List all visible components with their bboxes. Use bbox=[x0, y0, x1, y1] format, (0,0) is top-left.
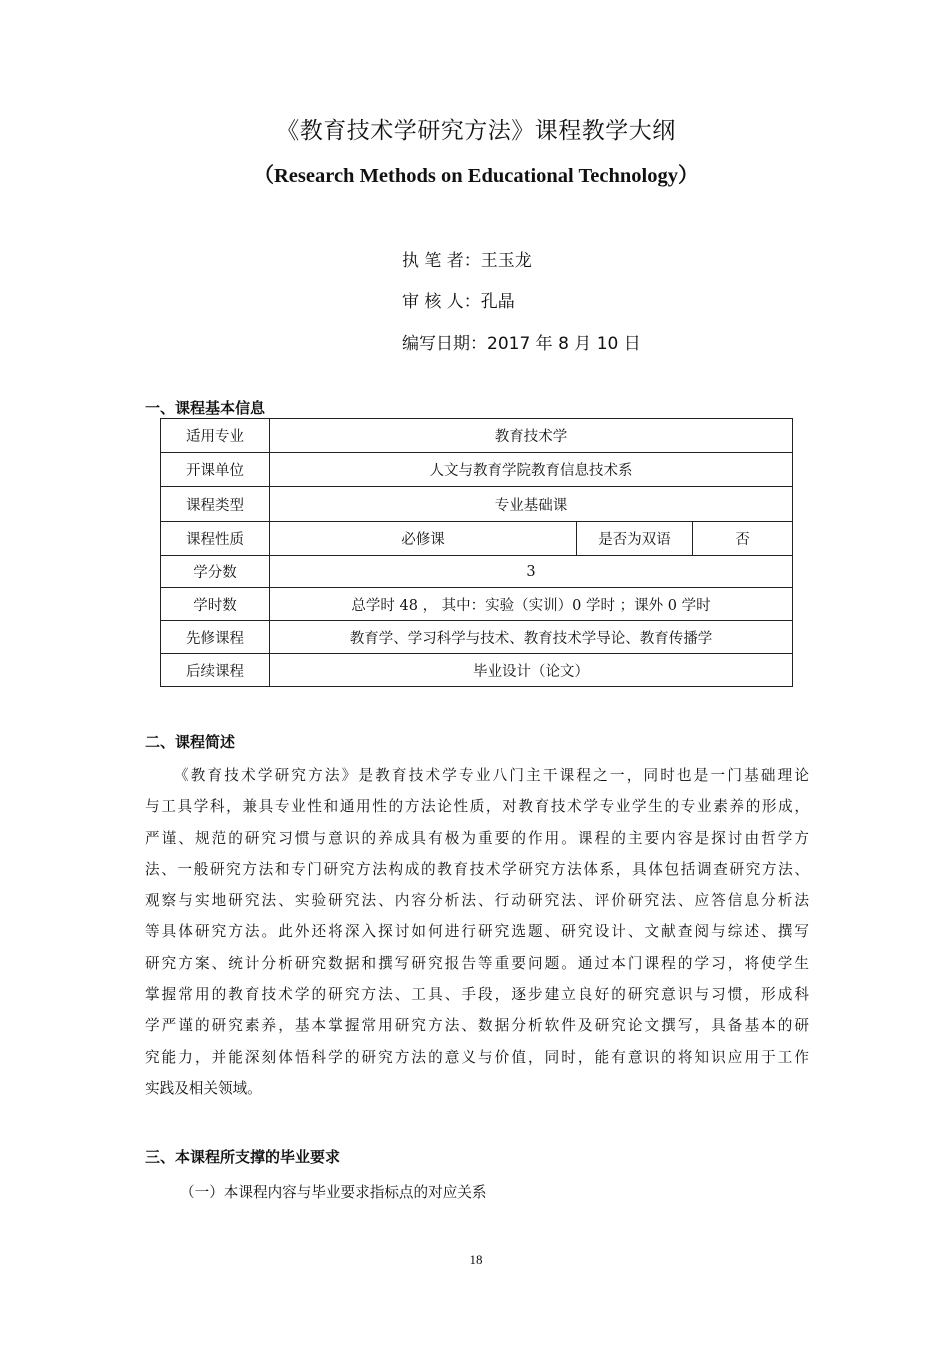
row-label: 开课单位 bbox=[161, 453, 270, 487]
row-value: 教育技术学 bbox=[270, 419, 793, 453]
row-value: 必修课 bbox=[270, 522, 577, 556]
date-line: 编写日期：2017 年 8 月 10 日 bbox=[402, 334, 641, 354]
paragraph-line: 等具体研究方法。此外还将深入探讨如何进行研究选题、研究设计、文献查阅与综述、撰写 bbox=[145, 923, 809, 941]
document-title: 《教育技术学研究方法》课程教学大纲 bbox=[276, 118, 676, 144]
paragraph-line: 《教育技术学研究方法》是教育技术学专业八门主干课程之一，同时也是一门基础理论 bbox=[174, 767, 809, 784]
paragraph-line: 法、一般研究方法和专门研究方法构成的教育技术学研究方法体系，具体包括调查研究方法、 bbox=[145, 860, 809, 878]
row-label: 学分数 bbox=[161, 556, 270, 588]
bilingual-label: 是否为双语 bbox=[577, 522, 693, 556]
table-row bbox=[161, 453, 793, 487]
page-number: 18 bbox=[469, 1252, 483, 1267]
table-row bbox=[161, 621, 793, 654]
course-info-table bbox=[160, 418, 793, 687]
reviewer-line: 审 核 人：孔晶 bbox=[402, 292, 515, 312]
row-value: 毕业设计（论文） bbox=[270, 654, 793, 687]
row-value: 人文与教育学院教育信息技术系 bbox=[270, 453, 793, 487]
paragraph-line: 与工具学科，兼具专业性和通用性的方法论性质，对教育技术学专业学生的专业素养的形成， bbox=[145, 798, 809, 816]
row-label: 适用专业 bbox=[161, 419, 270, 453]
paragraph-line: 研究方案、统计分析研究数据和撰写研究报告等重要问题。通过本门课程的学习，将使学生 bbox=[145, 954, 809, 972]
table-row bbox=[161, 588, 793, 621]
table-row bbox=[161, 556, 793, 588]
table-row bbox=[161, 487, 793, 522]
bilingual-value: 否 bbox=[693, 522, 793, 556]
row-label: 课程性质 bbox=[161, 522, 270, 556]
table-row bbox=[161, 522, 793, 556]
row-value: 总学时 48 ， 其中：实验（实训）0 学时 ；课外 0 学时 bbox=[270, 588, 793, 621]
section-2-heading: 二、课程简述 bbox=[145, 733, 236, 751]
row-value: 教育学、学习科学与技术、教育技术学导论、教育传播学 bbox=[270, 621, 793, 654]
paragraph-line: 严谨、规范的研究习惯与意识的养成具有极为重要的作用。课程的主要内容是探讨由哲学方 bbox=[145, 829, 809, 847]
paragraph-line: 观察与实地研究法、实验研究法、内容分析法、行动研究法、评价研究法、应答信息分析法 bbox=[145, 892, 809, 910]
row-value: 专业基础课 bbox=[270, 487, 793, 522]
row-label: 后续课程 bbox=[161, 654, 270, 687]
row-label: 课程类型 bbox=[161, 487, 270, 522]
table-row bbox=[161, 419, 793, 453]
table-row bbox=[161, 654, 793, 687]
paragraph-line: 掌握常用的教育技术学的研究方法、工具、手段，逐步建立良好的研究意识与习惯，形成科 bbox=[145, 986, 809, 1004]
row-value: 3 bbox=[270, 556, 793, 588]
row-label: 学时数 bbox=[161, 588, 270, 621]
section-1-heading: 一、课程基本信息 bbox=[145, 399, 266, 417]
paragraph-line: 学严谨的研究素养，基本掌握常用研究方法、数据分析软件及研究论文撰写，具备基本的研 bbox=[145, 1017, 809, 1035]
course-description bbox=[145, 760, 809, 1104]
paragraph-line: 究能力，并能深刻体悟科学的研究方法的意义与价值，同时，能有意识的将知识应用于工作 bbox=[145, 1048, 809, 1066]
paragraph-line: 实践及相关领域。 bbox=[145, 1079, 262, 1097]
row-label: 先修课程 bbox=[161, 621, 270, 654]
section-3-heading: 三、本课程所支撑的毕业要求 bbox=[145, 1148, 341, 1166]
subsection-heading: （一）本课程内容与毕业要求指标点的对应关系 bbox=[180, 1184, 487, 1201]
document-subtitle: （Research Methods on Educational Technology） bbox=[253, 165, 699, 187]
author-line: 执 笔 者：王玉龙 bbox=[402, 251, 532, 271]
